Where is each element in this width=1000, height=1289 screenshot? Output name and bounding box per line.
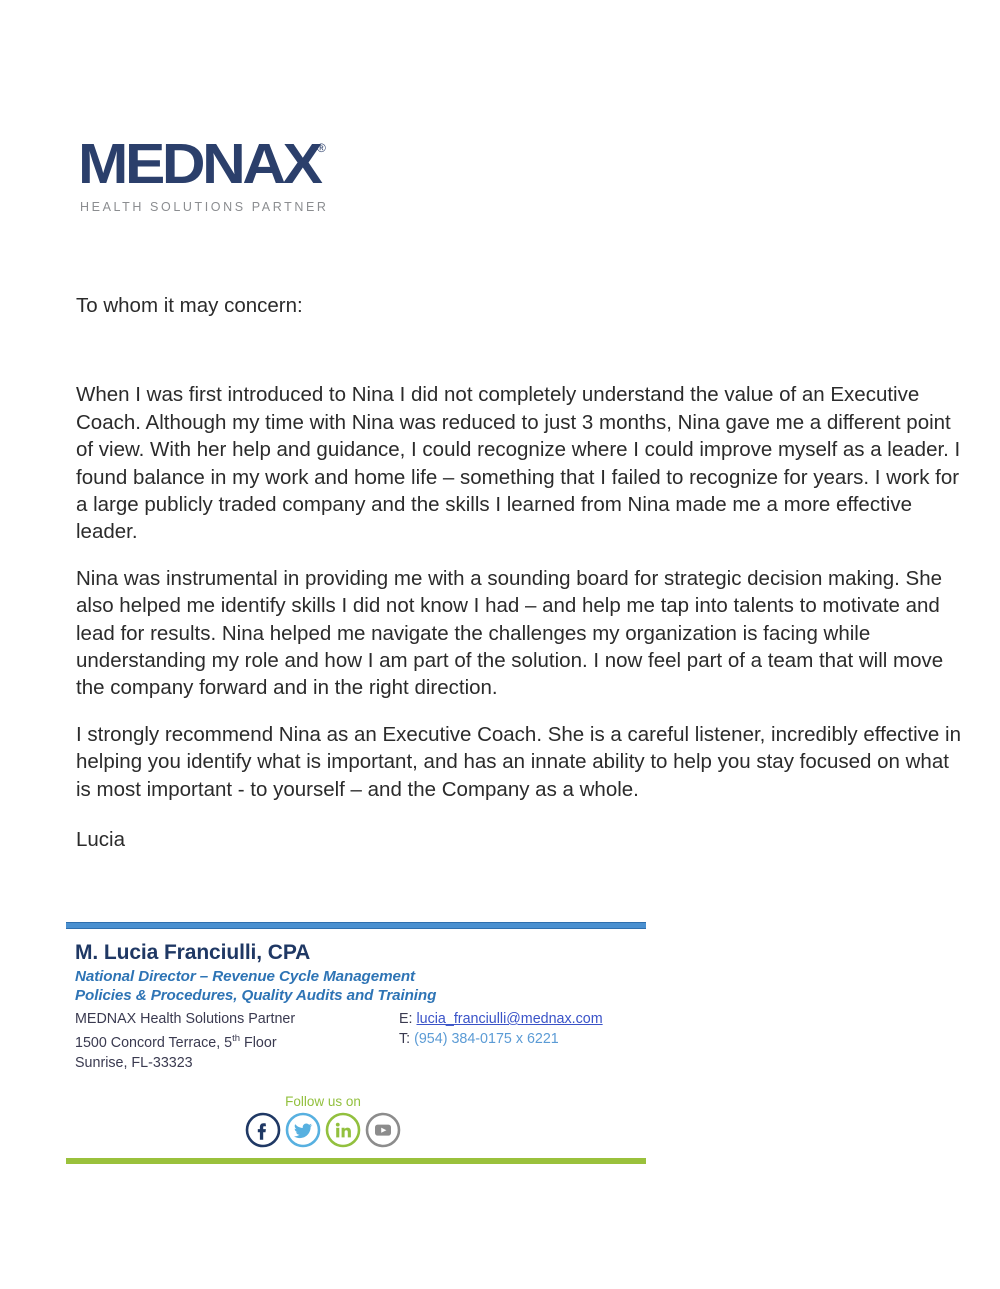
logo-tagline: HEALTH SOLUTIONS PARTNER <box>80 200 329 214</box>
address-street-suffix: Floor <box>240 1034 277 1051</box>
footer-divider-green <box>66 1158 646 1164</box>
mednax-logo <box>78 133 378 214</box>
follow-us-section <box>0 1094 646 1154</box>
signature-title-line-2: Policies & Procedures, Quality Audits and Training <box>75 987 437 1004</box>
wordmark-overlay <box>78 133 336 195</box>
signature-title-line-1: National Director – Revenue Cycle Management <box>75 968 415 985</box>
email-label: E: <box>398 1011 413 1027</box>
email-link[interactable]: lucia_franciulli@mednax.com <box>416 1011 603 1027</box>
facebook-icon[interactable] <box>244 1111 282 1154</box>
twitter-icon[interactable] <box>284 1111 322 1154</box>
letter-salutation: To whom it may concern: <box>76 294 303 317</box>
signature-address-street <box>75 1029 395 1053</box>
signature-name: M. Lucia Franciulli, CPA <box>75 941 311 964</box>
signature-phone-row <box>399 1029 639 1049</box>
phone-label: T: <box>398 1031 411 1047</box>
phone-value: (954) 384-0175 x 6221 <box>414 1031 559 1047</box>
address-street-prefix: 1500 Concord Terrace, 5 <box>75 1034 233 1051</box>
signature-contact-column <box>399 1009 639 1049</box>
signature-address-column <box>75 1009 395 1073</box>
letter-paragraph-3: I strongly recommend Nina as an Executive Coach. She is a careful listener, incredibly effective in helping you identify what is important, and has an innate ability to help you stay focused on what is most important - to yourself – and the Company as a whole. <box>76 722 961 801</box>
letter-body <box>76 292 964 854</box>
signature-company: MEDNAX Health Solutions Partner <box>75 1011 296 1027</box>
letter-paragraph-2: Nina was instrumental in providing me with a sounding board for strategic decision making. She also helped me identify skills I did not know I had – and help me tap into talents to motivate and lead for results. Nina helped me navigate the challenges my organization is facing while understanding my role and how I am part of the solution. I now feel part of a team that will move the company forward and in the right direction. <box>76 566 944 700</box>
letter-paragraph-1: When I was first introduced to Nina I did not completely understand the value of an Executive Coach. Although my time with Nina was reduced to just 3 months, Nina gave me a different point of view. With her help and guidance, I could recognize where I could improve myself as a leader. I found balance in my work and home life – something that I failed to recognize for years. I work for a large publicly traded company and the skills I learned from Nina made me a more effective leader. <box>76 383 961 544</box>
registered-trademark-icon: ® <box>317 141 326 155</box>
signature-email-row <box>399 1009 639 1029</box>
youtube-icon[interactable] <box>364 1111 402 1154</box>
signature-address-city: Sunrise, FL-33323 <box>75 1054 193 1071</box>
social-icon-row <box>0 1111 646 1154</box>
letter-signoff: Lucia <box>76 828 126 852</box>
wordmark-text: MEDNAX <box>78 132 320 196</box>
signature-divider-blue <box>66 922 646 929</box>
signature-block <box>66 922 646 1073</box>
follow-us-label: Follow us on <box>285 1094 361 1109</box>
signature-contact-grid <box>75 1009 645 1073</box>
linkedin-icon[interactable] <box>324 1111 362 1154</box>
mednax-wordmark <box>78 133 378 195</box>
address-street-superscript: th <box>232 1033 241 1044</box>
